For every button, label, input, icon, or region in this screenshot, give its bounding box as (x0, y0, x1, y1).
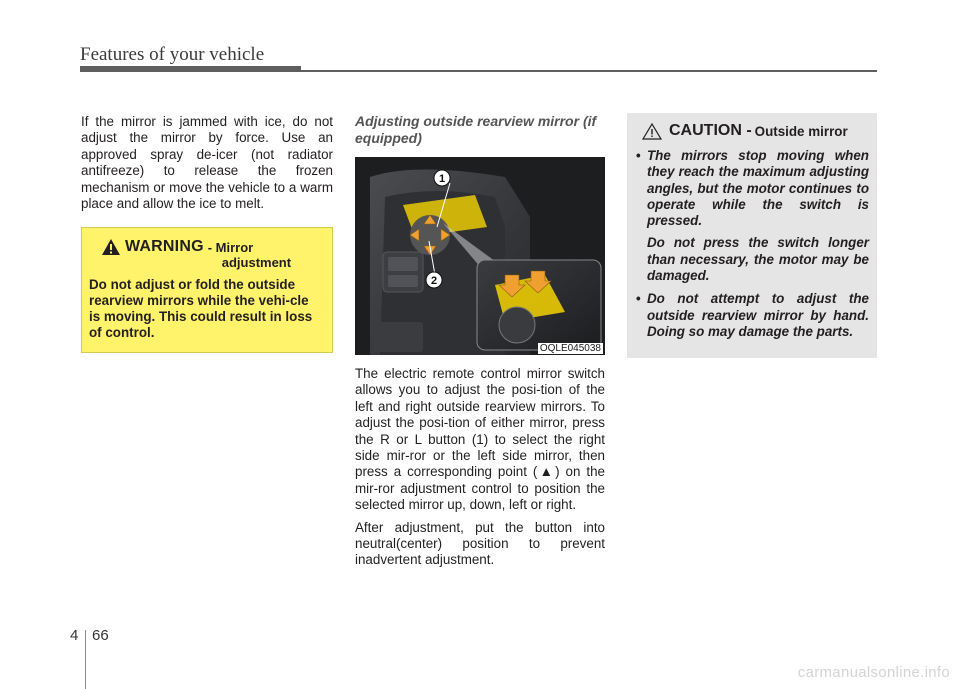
warning-subtitle-line1: - Mirror (207, 240, 254, 255)
mirror-switch-photo (355, 157, 605, 355)
caution-item (634, 291, 869, 340)
footer-page-number: 66 (92, 627, 109, 644)
callout-2-marker (425, 271, 443, 289)
header-rule-thin (301, 70, 877, 72)
callout-1-marker (433, 169, 451, 187)
mirror-switch-illustration (355, 157, 605, 355)
warning-box (81, 227, 333, 353)
footer-rule (85, 630, 86, 689)
caution-item-text: Do not attempt to adjust the outside rearview mirror by hand. Doing so may damage the parts. (647, 291, 869, 339)
section-title: Adjusting outside rearview mirror (if equipped) (355, 113, 597, 146)
header-rule-thick (80, 66, 301, 72)
page-header-title: Features of your vehicle (80, 44, 265, 65)
caution-item-text-2: Do not press the switch longer than necessary, the motor may be damaged. (647, 235, 869, 284)
caution-box (627, 113, 877, 358)
section-paragraph-1: The electric remote control mirror switch allows you to adjust the posi-tion of the left and right outside rearview mirrors. To adjust the posi-tion of either mirror, press the R or L button (1) to select the right side mir-ror or the left side mirror, then press a corresponding point (▲) on the mir-ror adjustment control to position the selected mirror up, down, left or right. (355, 366, 605, 513)
warning-word: WARNING (125, 238, 204, 255)
bullet: • (636, 148, 641, 163)
warning-header (101, 238, 322, 270)
warning-subtitle (208, 240, 291, 270)
caution-list (634, 148, 869, 340)
caution-word: CAUTION - (669, 122, 752, 139)
bullet: • (636, 291, 641, 307)
footer-section-number: 4 (70, 627, 79, 644)
caution-item (634, 148, 869, 284)
caution-header (642, 122, 869, 140)
caution-triangle-icon (642, 123, 662, 140)
caution-subtitle: Outside mirror (754, 123, 848, 139)
figure-code: OQLE045038 (539, 343, 601, 354)
warning-body: Do not adjust or fold the outside rearview mirrors while the vehi-cle is moving. This could result in loss of control. (89, 277, 313, 340)
intro-paragraph: If the mirror is jammed with ice, do not adjust the mirror by force. Use an approved spray de-icer (not radiator antifreeze) to release the frozen mechanism or move the vehicle to a warm place and allow the ice to melt. (81, 114, 333, 212)
warning-subtitle-line2: adjustment (221, 255, 292, 270)
warning-triangle-icon (101, 238, 121, 256)
section-paragraph-2: After adjustment, put the button into neutral(center) position to prevent inadvertent adjustment. (355, 519, 605, 568)
callout-2-label: 2 (430, 275, 438, 287)
section-body (355, 366, 605, 575)
watermark: carmanualsonline.info (797, 664, 950, 681)
caution-item-text: The mirrors stop moving when they reach the maximum adjusting angles, but the motor continues to operate while the switch is pressed. (647, 148, 869, 229)
callout-1-label: 1 (438, 173, 446, 185)
